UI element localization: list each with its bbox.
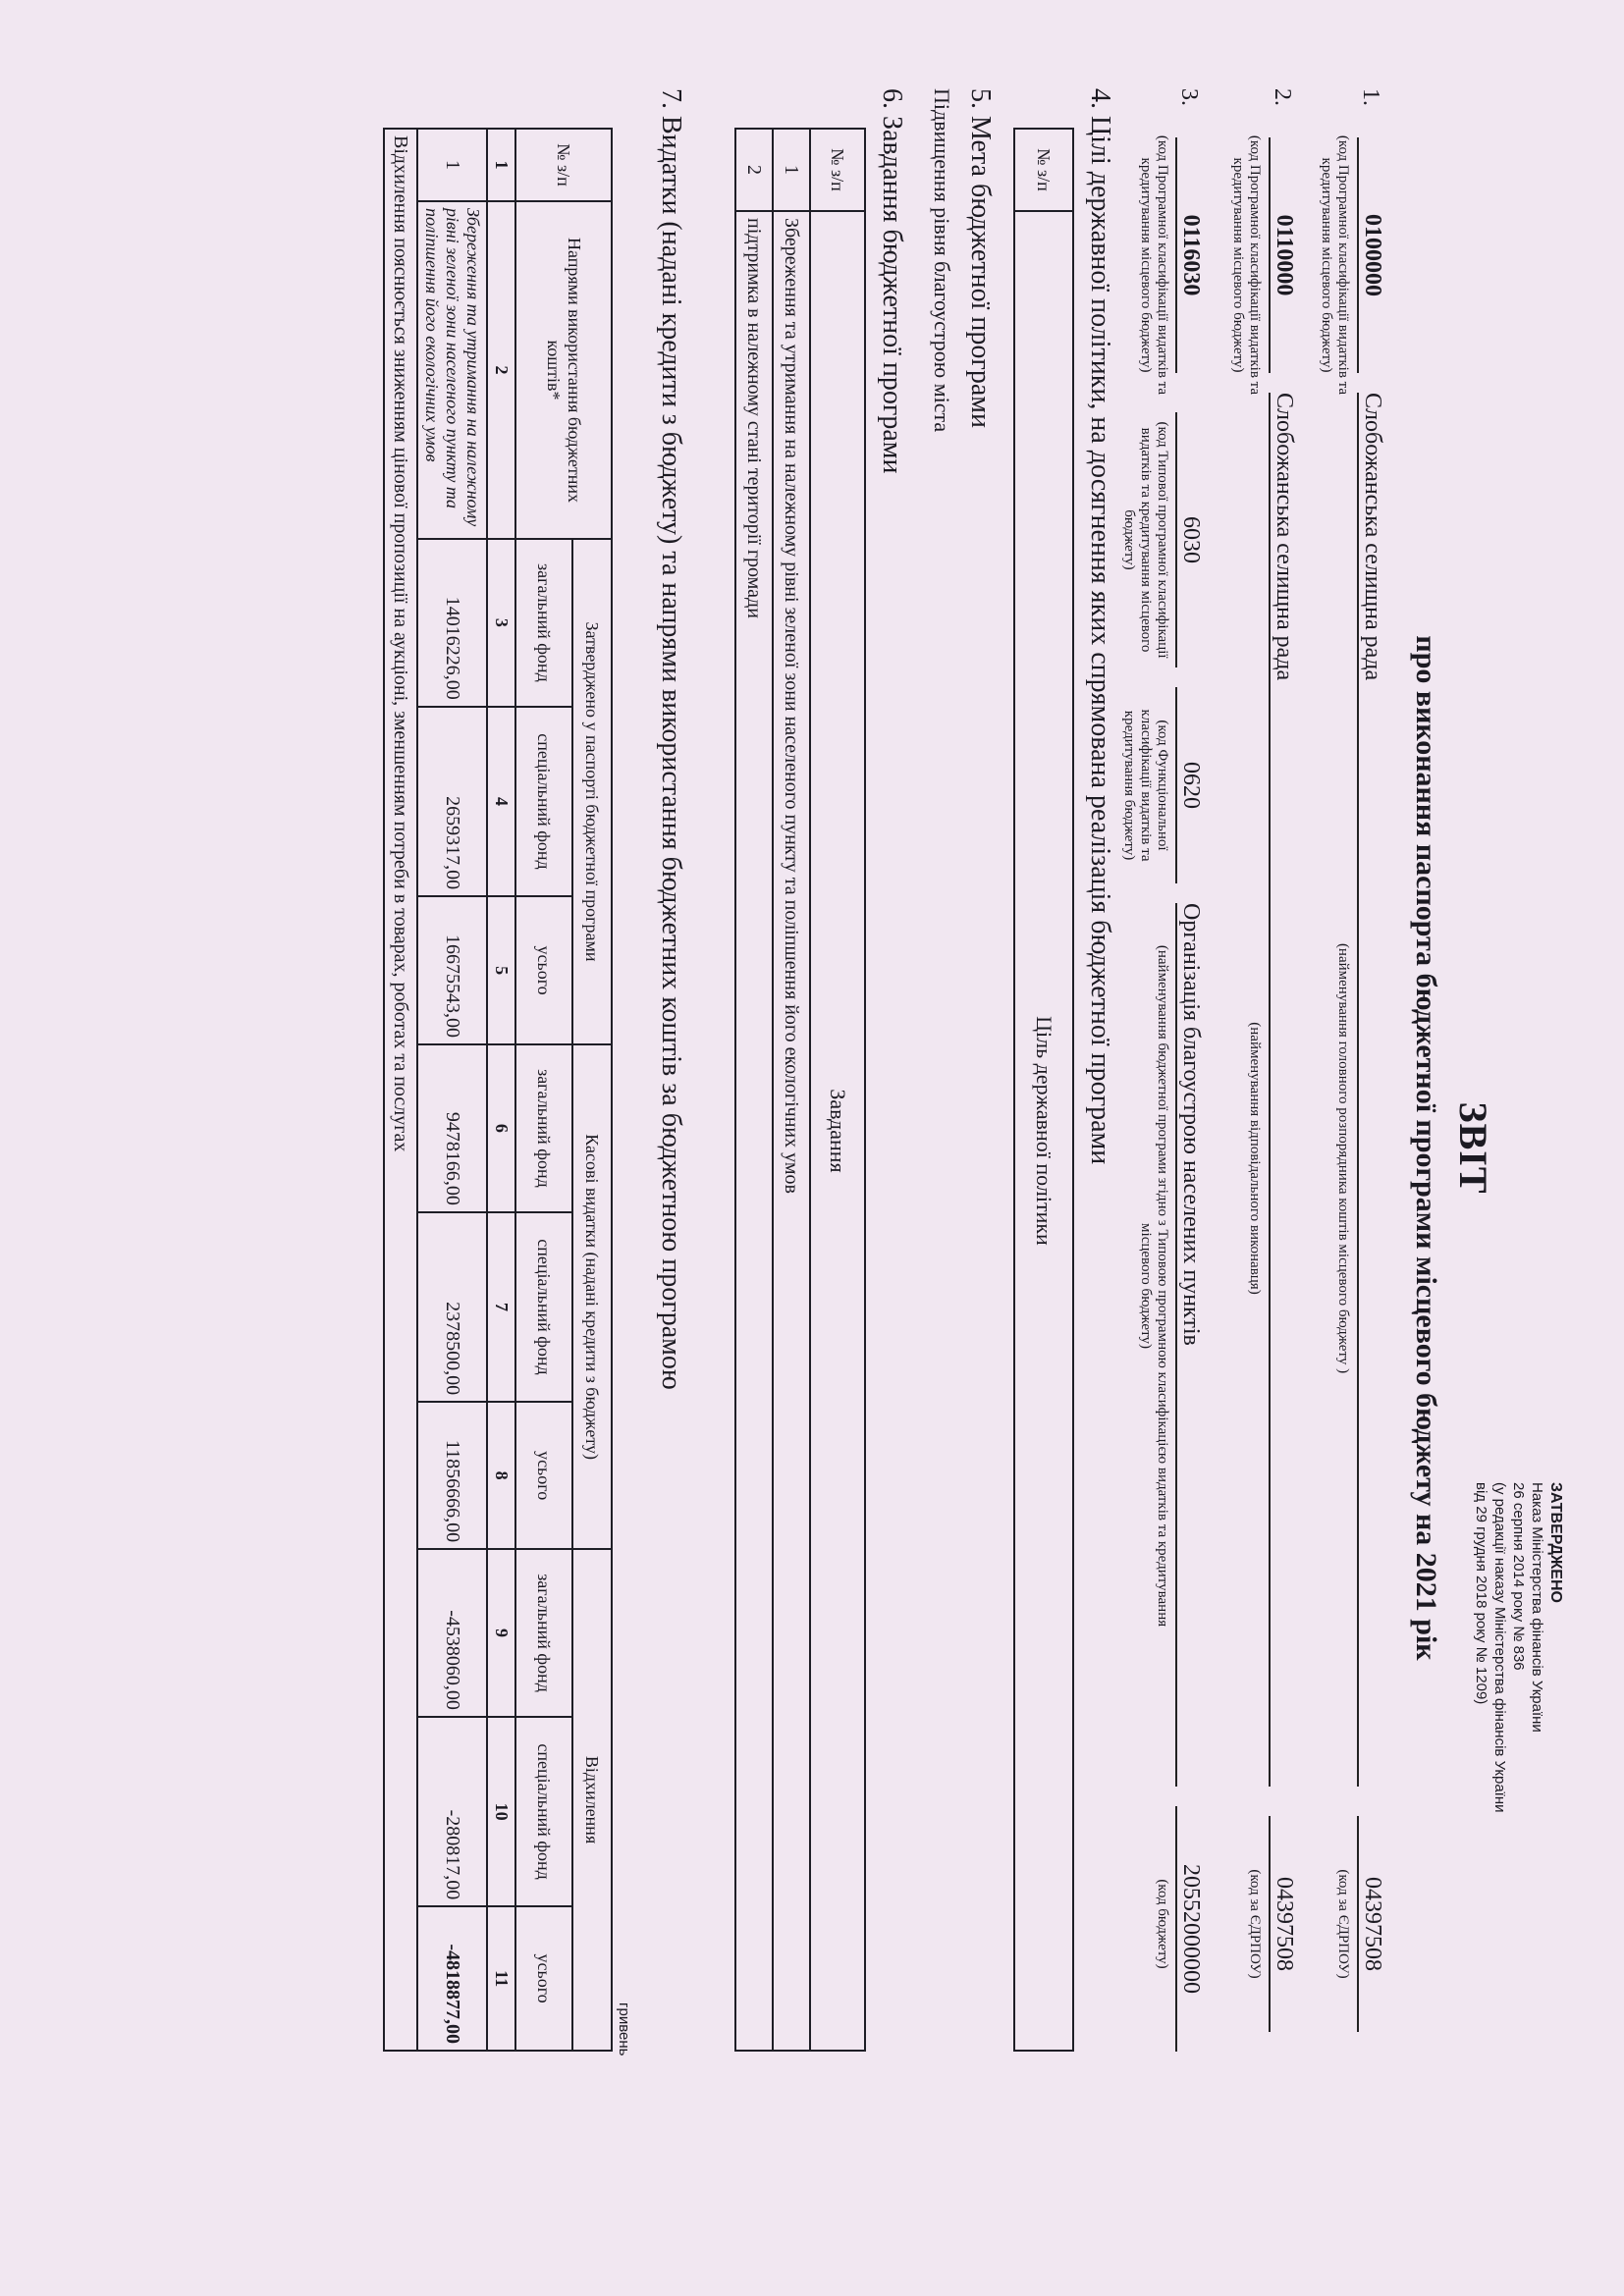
- sec7-val-approved-total: 16675543,00: [417, 896, 487, 1044]
- sec7-h-deviation: Відхилення: [572, 1549, 612, 2051]
- item2-name: Слобожанська селищна рада: [1269, 393, 1297, 1787]
- approval-line: Наказ Міністерства фінансів України: [1529, 1482, 1545, 1733]
- approval-line: (у редакції наказу Міністерства фінансів України: [1491, 1482, 1508, 1813]
- item2-code: 0110000: [1269, 137, 1297, 373]
- sec7-val-approved-spec: 2659317,00: [417, 707, 487, 896]
- sec6-row-num: 2: [735, 129, 773, 211]
- sec7-val-dev-total: -4818877,00: [417, 1906, 487, 2051]
- sec7-note: Відхилення пояснюється зниженням цінової пропозиції на аукціоні, зменшенням потреби в товарах, роботах та послугах: [384, 129, 417, 2051]
- item3-name: Організація благоустрою населених пунктів: [1175, 903, 1204, 1787]
- item3-typical-caption: (код Типової програмної класифікації видатків та кредитування місцевого бюджету): [1121, 421, 1170, 659]
- sec4-col-goal: Ціль державної політики: [1014, 211, 1073, 2051]
- sec7-colnum: 10: [487, 1717, 515, 1906]
- sec7-row-text: Збереження та утримання на належному рівні зеленої зони населеного пункту та поліпшення його екологічних умов: [417, 201, 487, 539]
- sec7-h-total: усього: [515, 896, 572, 1044]
- sec7-h-cash: Касові видатки (надані кредити з бюджету): [572, 1044, 612, 1549]
- sec7-colnum: 5: [487, 896, 515, 1044]
- sec4-col-num: № з/п: [1014, 129, 1073, 211]
- approval-line: від 29 грудня 2018 року № 1209): [1473, 1482, 1489, 1705]
- item3-num: 3.: [1176, 88, 1202, 106]
- sec7-h-gen: загальний фонд: [515, 1549, 572, 1717]
- sec7-val-cash-total: 11856666,00: [417, 1402, 487, 1549]
- sec7-h-spec: спеціальний фонд: [515, 1717, 572, 1906]
- item3-budget-caption: (код бюджету): [1155, 1879, 1170, 1969]
- sec5-text: Підвищення рівня благоустрою міста: [930, 88, 954, 433]
- sec7-colnum: 2: [487, 201, 515, 539]
- sec7-table: [383, 128, 613, 2052]
- item3-code-caption: (код Програмної класифікації видатків та кредитування місцевого бюджету): [1138, 134, 1170, 396]
- sec6-row-text: підтримка в належному стані території громади: [735, 211, 773, 2051]
- sec7-colnum: 1: [487, 129, 515, 201]
- sec7-colnum: 4: [487, 707, 515, 896]
- sec6-title: 6. Завдання бюджетної програми: [877, 88, 907, 474]
- item2-edrpou: 04397508: [1269, 1816, 1297, 2032]
- sec7-h-num: № з/п: [515, 129, 612, 201]
- sec7-colnum: 11: [487, 1906, 515, 2051]
- item1-code-caption: (код Програмної класифікації видатків та кредитування місцевого бюджету): [1319, 134, 1351, 396]
- item1-num: 1.: [1358, 88, 1383, 106]
- item1-edrpou: 04397508: [1357, 1816, 1385, 2032]
- sec6-col-task: Завдання: [810, 211, 865, 2051]
- item1-name: Слобожанська селищна рада: [1357, 393, 1385, 1787]
- item2-code-caption: (код Програмної класифікації видатків та кредитування місцевого бюджету): [1230, 134, 1263, 396]
- sec5-title: 5. Мета бюджетної програми: [965, 88, 996, 428]
- sec7-h-spec: спеціальний фонд: [515, 1212, 572, 1402]
- sec7-val-approved-gen: 14016226,00: [417, 539, 487, 707]
- approval-heading: ЗАТВЕРДЖЕНО: [1547, 1482, 1564, 1603]
- sec7-colnum: 6: [487, 1044, 515, 1212]
- report-subtitle: про виконання паспорта бюджетної програми місцевого бюджету на 2021 рік: [1410, 635, 1442, 1661]
- sec7-colnum: 3: [487, 539, 515, 707]
- sec7-row-num: 1: [417, 129, 487, 201]
- item2-name-caption: (найменування відповідального виконавця): [1247, 1022, 1263, 1295]
- sec7-val-dev-gen: -4538060,00: [417, 1549, 487, 1717]
- sec7-val-dev-spec: -280817,00: [417, 1717, 487, 1906]
- sec7-h-gen: загальний фонд: [515, 1044, 572, 1212]
- sec7-title: 7. Видатки (надані кредити з бюджету) та напрями використання бюджетних коштів за бюджетною програмою: [656, 88, 686, 1390]
- sec6-col-num: № з/п: [810, 129, 865, 211]
- sec7-h-total: усього: [515, 1906, 572, 2051]
- item1-code: 0100000: [1357, 137, 1385, 373]
- item1-edrpou-caption: (код за ЄДРПОУ): [1335, 1869, 1351, 1979]
- sec4-table: [1013, 128, 1074, 2052]
- report-title: ЗВІТ: [1451, 1101, 1495, 1195]
- item3-typical: 6030: [1175, 412, 1204, 667]
- sec4-title: 4. Цілі державної політики, на досягнення яких спрямована реалізація бюджетної програми: [1085, 88, 1115, 1165]
- item3-func: 0620: [1175, 687, 1204, 883]
- item3-code: 0116030: [1175, 137, 1204, 373]
- sec7-h-spec: спеціальний фонд: [515, 707, 572, 896]
- sec7-colnum: 8: [487, 1402, 515, 1549]
- item2-edrpou-caption: (код за ЄДРПОУ): [1247, 1869, 1263, 1979]
- item3-func-caption: (код Функціональної класифікації видатків та кредитування бюджету): [1121, 709, 1170, 862]
- sec7-unit: гривень: [616, 2002, 632, 2056]
- sec7-val-cash-spec: 2378500,00: [417, 1212, 487, 1402]
- approval-line: 26 серпня 2014 року № 836: [1510, 1482, 1527, 1671]
- sec7-h-dir: Напрями використання бюджетних коштів*: [515, 201, 612, 539]
- item3-budget-code: 20552000000: [1175, 1806, 1204, 2052]
- sec6-row-num: 1: [773, 129, 810, 211]
- sec7-val-cash-gen: 9478166,00: [417, 1044, 487, 1212]
- sec7-h-gen: загальний фонд: [515, 539, 572, 707]
- sec7-colnum: 7: [487, 1212, 515, 1402]
- sec7-h-total: усього: [515, 1402, 572, 1549]
- item2-num: 2.: [1270, 88, 1295, 106]
- sec6-row-text: Збереження та утримання на належному рівні зеленої зони населеного пункту та поліпшення його екологічних умов: [773, 211, 810, 2051]
- sec7-h-approved: Затверджено у паспорті бюджетної програми: [572, 539, 612, 1044]
- sec7-colnum: 9: [487, 1549, 515, 1717]
- sec6-table: [734, 128, 866, 2052]
- item1-name-caption: (найменування головного розпорядника коштів місцевого бюджету ): [1335, 942, 1351, 1374]
- item3-name-caption: (найменування бюджетної програми згідно з Типовою програмною класифікацією видатків та кредитування місцевого бюджету): [1138, 944, 1170, 1628]
